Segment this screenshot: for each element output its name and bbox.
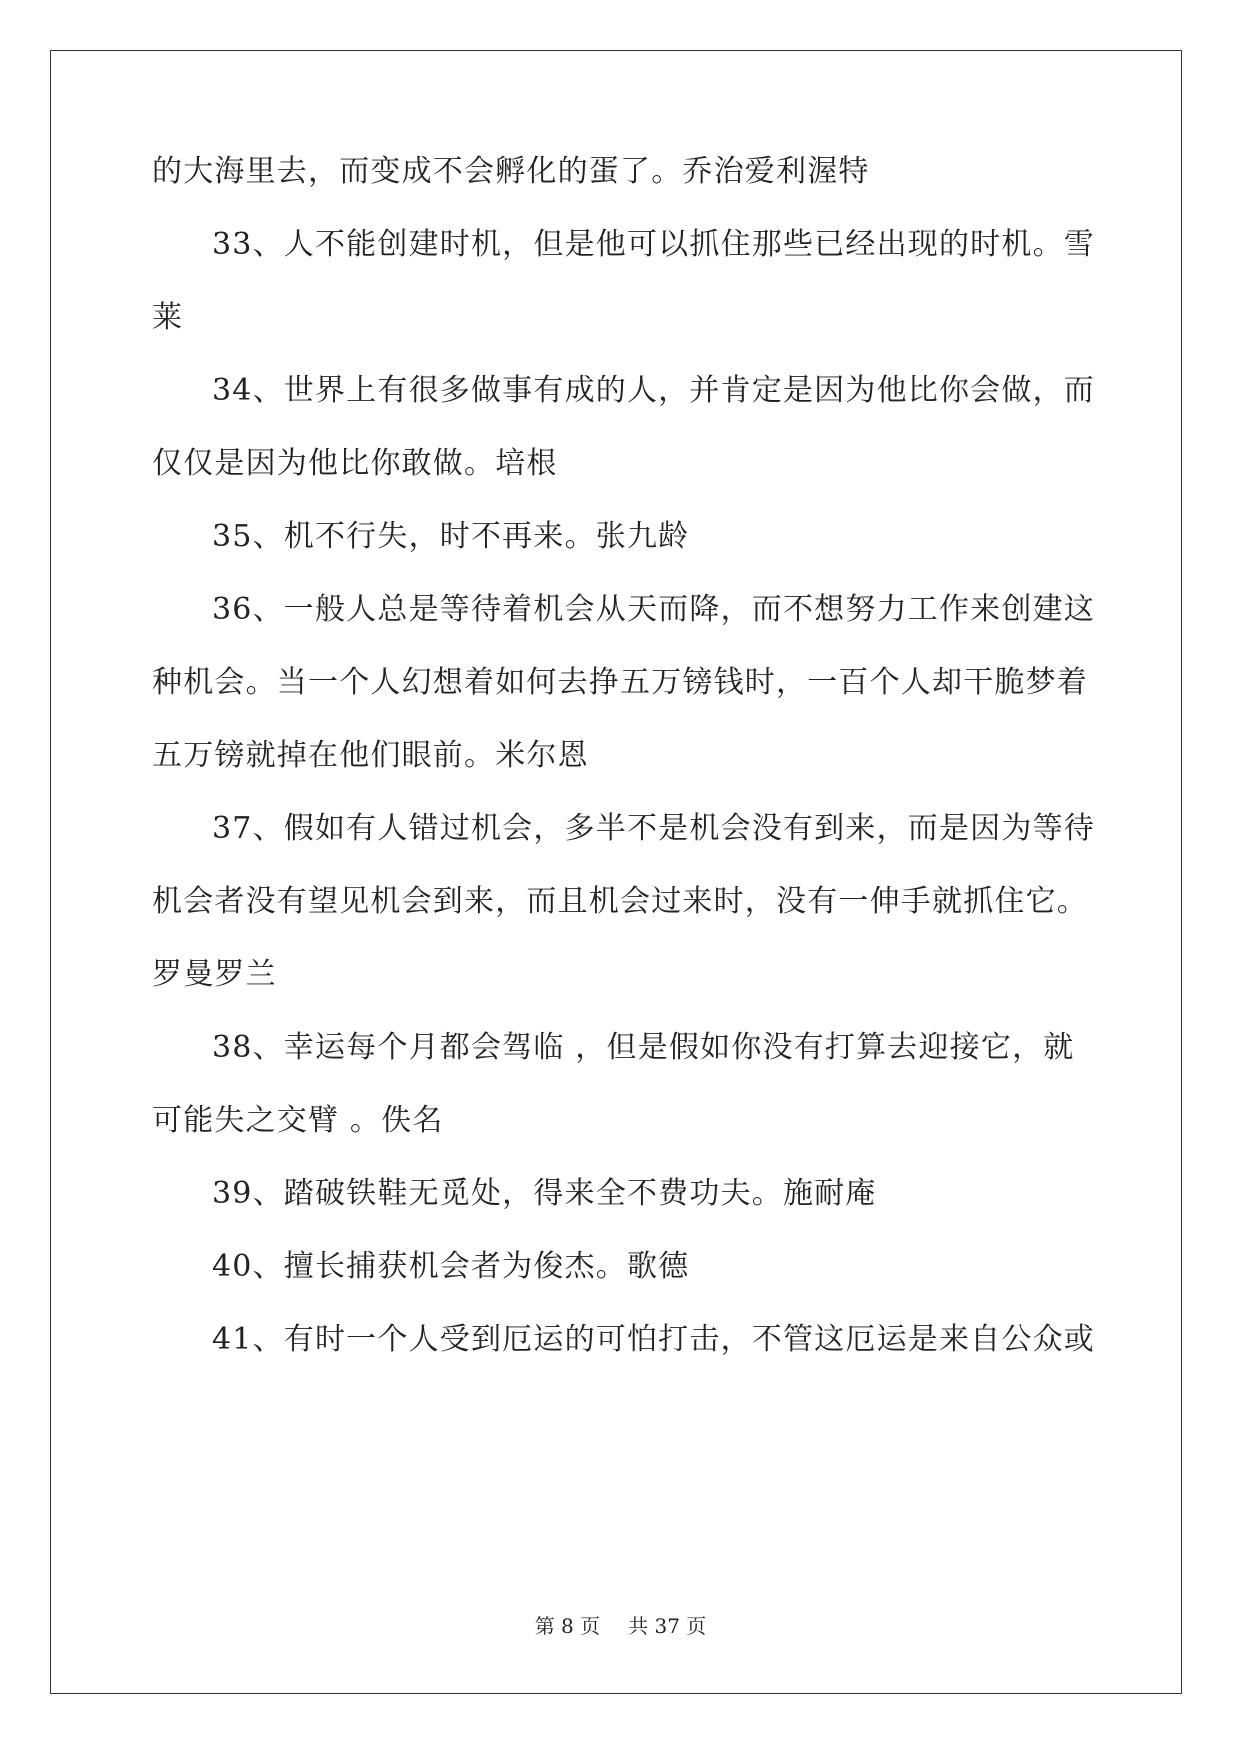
text-line: 33、人不能创建时机，但是他可以抓住那些已经出现的时机。雪 — [212, 227, 1095, 262]
text-line: 38、幸运每个月都会驾临 ，但是假如你没有打算去迎接它，就 — [212, 1030, 1075, 1065]
text-line: 种机会。当一个人幻想着如何去挣五万镑钱时，一百个人却干脆梦着 — [152, 665, 1088, 700]
text-line: 机会者没有望见机会到来，而且机会过来时，没有一伸手就抓住它。 — [152, 884, 1088, 919]
text-line: 可能失之交臂 。佚名 — [152, 1103, 444, 1138]
text-line: 五万镑就掉在他们眼前。米尔恩 — [152, 738, 589, 773]
total-pages: 共 37 页 — [628, 1614, 707, 1638]
text-line: 莱 — [152, 300, 184, 335]
text-line: 仅仅是因为他比你敢做。培根 — [152, 446, 558, 481]
text-line: 39、踏破铁鞋无觅处，得来全不费功夫。施耐庵 — [212, 1176, 877, 1211]
text-line: 41、有时一个人受到厄运的可怕打击，不管这厄运是来自公众或 — [212, 1322, 1095, 1357]
text-line: 的大海里去，而变成不会孵化的蛋了。乔治爱利渥特 — [152, 154, 870, 189]
text-line: 35、机不行失，时不再来。张九龄 — [212, 519, 690, 554]
text-line: 34、世界上有很多做事有成的人，并肯定是因为他比你会做，而 — [212, 373, 1095, 408]
text-line: 37、假如有人错过机会，多半不是机会没有到来，而是因为等待 — [212, 811, 1095, 846]
text-line: 36、一般人总是等待着机会从天而降，而不想努力工作来创建这 — [212, 592, 1095, 627]
text-line: 40、擅长捕获机会者为俊杰。歌德 — [212, 1249, 690, 1284]
text-line: 罗曼罗兰 — [152, 957, 277, 992]
page-border — [50, 50, 1182, 1694]
page-footer — [0, 1610, 1241, 1639]
page-number: 第 8 页 — [534, 1614, 601, 1638]
